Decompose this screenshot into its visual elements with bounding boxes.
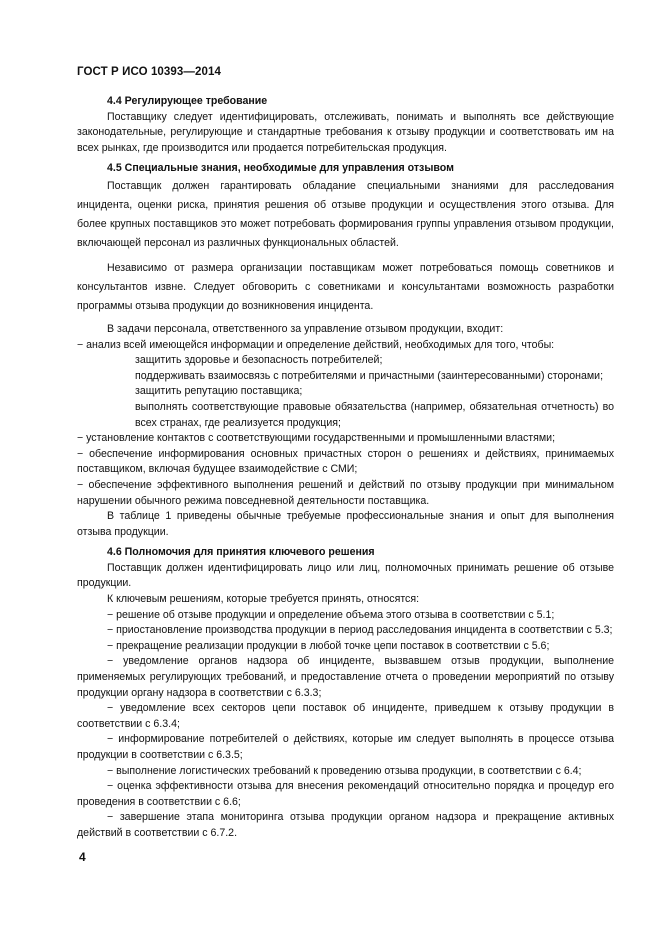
section-4-5-paragraph-1: Поставщик должен гарантировать обладание специальными знаниями для расследования инцидента, оценки риска, принятия решения об отзыве продукции и осуществления этого отзыва. Для более крупных поставщиков это может потребовать формирования группы управления отзывом продукции, включающей персонал из различных функциональных областей.: [77, 179, 614, 249]
section-4-5-paragraph-2: Независимо от размера организации поставщикам может потребоваться помощь советников и консультантов извне. Следует обговорить с советниками и консультантами возможность разработки программы отзыва продукции до возникновения инцидента.: [77, 261, 614, 312]
page-number: 4: [79, 850, 86, 864]
list-item: − обеспечение эффективного выполнения решений и действий по отзыву продукции при минимальном нарушении обычного режима повседневной деятельности поставщика.: [77, 478, 614, 507]
list-item: − прекращение реализации продукции в любой точке цепи поставок в соответствии с 5.6;: [107, 639, 550, 652]
list-item: − завершение этапа мониторинга отзыва продукции органом надзора и прекращение активных действий в соответствии с 6.7.2.: [77, 811, 614, 839]
section-4-6-heading: 4.6 Полномочия для принятия ключевого решения: [107, 546, 375, 559]
list-item: − установление контактов с соответствующими государственными и промышленными властями;: [77, 432, 556, 445]
section-4-5-heading: 4.5 Специальные знания, необходимые для управления отзывом: [107, 162, 454, 175]
sub-list-item: защитить здоровье и безопасность потребителей;: [135, 354, 383, 367]
list-item: − уведомление всех секторов цепи поставок об инциденте, приведшем к отзыву продукции в соответствии с 6.3.4;: [77, 702, 614, 730]
list-item: − информирование потребителей о действиях, которые им следует выполнять в процессе отзыва продукции в соответствии с 6.3.5;: [77, 733, 614, 761]
section-4-4-heading: 4.4 Регулирующее требование: [107, 95, 268, 107]
list-item: − выполнение логистических требований к проведению отзыва продукции, в соответствии с 6.4;: [107, 764, 582, 777]
list-item: − анализ всей имеющейся информации и определение действий, необходимых для того, чтобы:: [77, 338, 555, 351]
section-4-5-paragraph-4: В таблице 1 приведены обычные требуемые профессиональные знания и опыт для выполнения отзыва продукции.: [77, 510, 614, 538]
sub-list-item: защитить репутацию поставщика;: [135, 385, 303, 398]
section-4-4-paragraph: Поставщику следует идентифицировать, отслеживать, понимать и выполнять все действующие законодательные, регулирующие и стандартные требования к отзыву продукции и соответствовать им на всех рынках, где производится или продается потребительская продукция.: [77, 110, 614, 154]
section-4-6-paragraph-1: Поставщик должен идентифицировать лицо или лиц, полномочных принимать решение об отзыве продукции.: [77, 561, 614, 590]
list-item: − решение об отзыве продукции и определение объема этого отзыва в соответствии с 5.1;: [107, 608, 555, 621]
section-4-5-paragraph-3: В задачи персонала, ответственного за управление отзывом продукции, входит:: [107, 322, 504, 335]
document-body: [77, 92, 614, 842]
list-item: − оценка эффективности отзыва для внесения рекомендаций относительно порядка и процедур его проведения в соответствии с 6.6;: [77, 780, 614, 808]
sub-list-item: выполнять соответствующие правовые обязательства (например, обязательная отчетность) во всех странах, где реализуется продукция;: [135, 400, 614, 429]
list-item: − обеспечение информирования основных причастных сторон о решениях и действиях, принимаемых поставщиком, включая будущее взаимодействие с СМИ;: [77, 447, 614, 476]
sub-list-item: поддерживать взаимосвязь с потребителями и причастными (заинтересованными) сторонами;: [135, 369, 604, 382]
section-4-6-paragraph-2: К ключевым решениям, которые требуется принять, относятся:: [107, 593, 420, 606]
list-item: − приостановление производства продукции в период расследования инцидента в соответствии с 5.3;: [107, 624, 613, 637]
list-item: − уведомление органов надзора об инциденте, вызвавшем отзыв продукции, выполнение применяемых регулирующих требований, и предоставление отчета о проведении мероприятий по отзыву продукции органу надзора в соответствии с 6.3.3;: [77, 655, 614, 699]
document-code-header: ГОСТ Р ИСО 10393—2014: [77, 66, 222, 78]
